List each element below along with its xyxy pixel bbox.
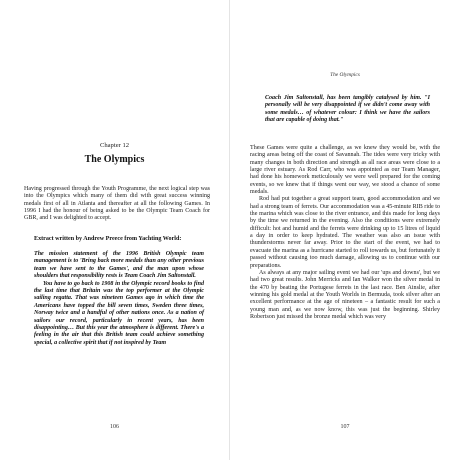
right-extract-paragraph-1: Coach Jim Saltonstall, has been tangibly catalysed by him. "I personally will be very disappointed if we didn't come away with some medals… of whatever colour: I think we have the sailors that are capable of doing that." xyxy=(265,95,430,124)
left-paragraph-1: Having progressed through the Youth Programme, the next logical step was into the Olympics which many of them did with great success winning medals first of all in Atlanta and thereafter at all the following Games. In 1996 I had the honour of being asked to be the Olympic Team Coach for GBR, and I was delighted to accept. xyxy=(24,186,210,222)
right-extract-text xyxy=(265,95,430,125)
chapter-title: The Olympics xyxy=(84,154,145,165)
chapter-label: Chapter 12 xyxy=(99,142,130,149)
right-paragraph-1: These Games were quite a challenge, as we knew they would be, with the racing areas being off the coast of Savannah. The tides were very tricky with many changes in both direction and strength as all race areas were close to a large river estuary. As Rod Carr, who was appointed as our Team Manager, had done his homework meticulously we were well prepared for the coming events, so we knew that if things went our way, we stood a chance of some medals. xyxy=(250,145,440,196)
left-extract-paragraph-2: You have to go back to 1908 in the Olympic record books to find the last time that Britain was the top performer at the Olympic sailing regatta. That was nineteen Games ago in which time the Americans have topped the bill seven times, Sweden three times, Norway twice and a handful of other nations once. As a nation of sailors our record, particularly in recent years, has been disappointing… But this year the atmosphere is different. There's a feeling in the air that this British team could achieve something special, a collective spirit that if not inspired by Team xyxy=(34,280,204,346)
extract-heading: Extract written by Andrew Preece from Yachting World: xyxy=(34,236,182,242)
right-paragraph-2: Rod had put together a great support team, good accommodation and we had a strong team of ferrets. Our accommodation was a 45-minute RIB ride to the marina which was close to the river entrance, and this made for long days by the time we returned in the evening. Also the conditions were extremely difficult: hot and humid and the ferrets were drinking up to 15 litres of liquid a day in order to keep hydrated. The weather was also an issue with thunderstorms never far away. Prior to the start of the event, we had to evacuate the marina as a hurricane started to roll towards us, but fortunately it passed without causing too much damage, allowing us to continue with our preparations. xyxy=(250,196,440,269)
right-paragraph-3: As always at any major sailing event we had our 'ups and downs', but we had two great results. John Merricks and Ian Walker won the silver medal in the 470 by beating the Portugese ferrets in the last race. Ben Ainslie, after winning his gold medal at the Youth Worlds in Bermuda, took silver after an excellent performance at the age of nineteen – a fantastic result for such a young man and, as we now know, this was just the beginning. Shirley Robertson just missed the bronze medal which was very xyxy=(250,269,440,320)
running-head: The Olympics xyxy=(330,72,360,78)
left-extract-text xyxy=(34,251,204,347)
left-extract-paragraph-1: The mission statement of the 1996 British Olympic team management is to 'Bring back more medals than any other previous team we have sent to the Games', and the man upon whose shoulders that responsibility rests is Team Coach Jim Saltonstall. xyxy=(34,251,204,280)
page-number-right: 107 xyxy=(340,424,350,430)
right-body-text xyxy=(250,145,440,321)
right-page xyxy=(230,0,460,460)
page-number-left: 106 xyxy=(110,424,119,430)
left-body-text xyxy=(24,186,210,223)
